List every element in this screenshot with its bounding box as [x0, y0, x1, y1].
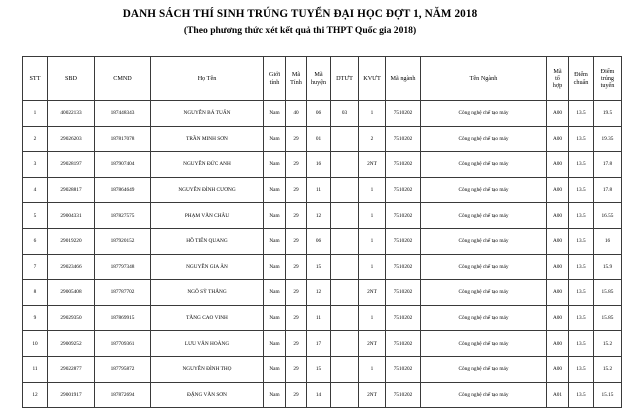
- cell-matinh: 29: [286, 177, 307, 203]
- cell-stt: 9: [23, 305, 48, 331]
- cell-tennganh: Công nghệ chế tạo máy: [421, 356, 547, 382]
- cell-cmnd: 187709361: [95, 331, 151, 357]
- cell-manganh: 7510202: [386, 152, 421, 178]
- cell-matohop: A00: [547, 305, 569, 331]
- column-header-matinh-line1: Mã: [291, 71, 301, 79]
- cell-kvut: 1: [359, 356, 386, 382]
- cell-diemtrungtuyen: 16: [594, 228, 622, 254]
- cell-hoten: NGÔ SỸ THẮNG: [151, 280, 264, 306]
- cell-cmnd: 187817078: [95, 126, 151, 152]
- cell-diemchuan: 13.5: [569, 228, 594, 254]
- cell-matohop: A00: [547, 331, 569, 357]
- column-header-hoten: Họ Tên: [151, 57, 264, 101]
- cell-cmnd: 187864649: [95, 177, 151, 203]
- cell-diemchuan: 13.5: [569, 280, 594, 306]
- cell-matinh: 29: [286, 331, 307, 357]
- cell-matinh: 29: [286, 203, 307, 229]
- cell-gioitinh: Nam: [264, 382, 286, 408]
- cell-manganh: 7510202: [386, 356, 421, 382]
- cell-gioitinh: Nam: [264, 254, 286, 280]
- cell-stt: 6: [23, 228, 48, 254]
- column-header-cmnd: CMND: [95, 57, 151, 101]
- cell-tennganh: Công nghệ chế tạo máy: [421, 177, 547, 203]
- column-header-gioitinh: [264, 57, 286, 101]
- column-header-gioitinh-line1: Giới: [268, 71, 281, 79]
- cell-mahuyen: 06: [307, 228, 331, 254]
- cell-gioitinh: Nam: [264, 101, 286, 127]
- cell-gioitinh: Nam: [264, 126, 286, 152]
- admission-table: [22, 56, 622, 408]
- cell-mahuyen: 14: [307, 382, 331, 408]
- table-row: [23, 280, 622, 306]
- cell-manganh: 7510202: [386, 228, 421, 254]
- cell-diemtrungtuyen: 15.85: [594, 280, 622, 306]
- cell-diemtrungtuyen: 19.5: [594, 101, 622, 127]
- cell-tennganh: Công nghệ chế tạo máy: [421, 228, 547, 254]
- cell-kvut: 2NT: [359, 331, 386, 357]
- cell-manganh: 7510202: [386, 331, 421, 357]
- cell-mahuyen: 06: [307, 101, 331, 127]
- cell-diemchuan: 13.5: [569, 177, 594, 203]
- cell-tennganh: Công nghệ chế tạo máy: [421, 331, 547, 357]
- column-header-diemchuan: [569, 57, 594, 101]
- cell-mahuyen: 15: [307, 254, 331, 280]
- cell-cmnd: 187448343: [95, 101, 151, 127]
- cell-manganh: 7510202: [386, 203, 421, 229]
- cell-tennganh: Công nghệ chế tạo máy: [421, 101, 547, 127]
- cell-hoten: TĂNG CAO VINH: [151, 305, 264, 331]
- cell-dtut: [331, 305, 359, 331]
- cell-diemchuan: 13.5: [569, 331, 594, 357]
- cell-hoten: ĐẶNG VĂN SƠN: [151, 382, 264, 408]
- cell-tennganh: Công nghệ chế tạo máy: [421, 305, 547, 331]
- table-header: [23, 57, 622, 101]
- column-header-diemtrungtuyen: [594, 57, 622, 101]
- cell-diemtrungtuyen: 15.2: [594, 331, 622, 357]
- column-header-tennganh: Tên Ngành: [421, 57, 547, 101]
- cell-diemchuan: 13.5: [569, 356, 594, 382]
- column-header-manganh: Mã ngành: [386, 57, 421, 101]
- cell-diemtrungtuyen: 19.35: [594, 126, 622, 152]
- column-header-matohop-line2: tổ: [555, 74, 560, 82]
- cell-tennganh: Công nghệ chế tạo máy: [421, 203, 547, 229]
- title-block: [0, 0, 600, 37]
- cell-tennganh: Công nghệ chế tạo máy: [421, 152, 547, 178]
- cell-kvut: 2NT: [359, 382, 386, 408]
- cell-stt: 12: [23, 382, 48, 408]
- cell-hoten: NGUYỄN BÁ TUẤN: [151, 101, 264, 127]
- cell-matohop: A00: [547, 203, 569, 229]
- cell-stt: 10: [23, 331, 48, 357]
- column-header-dtut: DTƯT: [331, 57, 359, 101]
- column-header-matohop-line1: Mã: [553, 67, 562, 75]
- cell-matohop: A00: [547, 280, 569, 306]
- cell-kvut: 2NT: [359, 152, 386, 178]
- table-row: [23, 101, 622, 127]
- cell-diemchuan: 13.5: [569, 101, 594, 127]
- table-row: [23, 331, 622, 357]
- cell-diemchuan: 13.5: [569, 203, 594, 229]
- cell-matinh: 29: [286, 305, 307, 331]
- cell-manganh: 7510202: [386, 254, 421, 280]
- cell-sbd: 40022133: [48, 101, 95, 127]
- cell-cmnd: 187920152: [95, 228, 151, 254]
- cell-matohop: A00: [547, 356, 569, 382]
- cell-matinh: 29: [286, 254, 307, 280]
- cell-cmnd: 187907404: [95, 152, 151, 178]
- cell-manganh: 7510202: [386, 101, 421, 127]
- cell-kvut: 1: [359, 177, 386, 203]
- cell-cmnd: 187795872: [95, 356, 151, 382]
- table-row: [23, 228, 622, 254]
- cell-dtut: [331, 254, 359, 280]
- cell-diemchuan: 13.5: [569, 254, 594, 280]
- cell-stt: 3: [23, 152, 48, 178]
- cell-dtut: [331, 152, 359, 178]
- cell-tennganh: Công nghệ chế tạo máy: [421, 382, 547, 408]
- cell-mahuyen: 12: [307, 280, 331, 306]
- cell-manganh: 7510202: [386, 305, 421, 331]
- cell-matohop: A00: [547, 177, 569, 203]
- cell-tennganh: Công nghệ chế tạo máy: [421, 126, 547, 152]
- table-header-row: [23, 57, 622, 101]
- column-header-kvut: KVƯT: [359, 57, 386, 101]
- table-row: [23, 254, 622, 280]
- cell-diemchuan: 13.5: [569, 152, 594, 178]
- cell-manganh: 7510202: [386, 126, 421, 152]
- cell-kvut: 1: [359, 254, 386, 280]
- cell-stt: 7: [23, 254, 48, 280]
- cell-cmnd: 187827575: [95, 203, 151, 229]
- cell-dtut: 03: [331, 101, 359, 127]
- column-header-matinh: [286, 57, 307, 101]
- cell-gioitinh: Nam: [264, 305, 286, 331]
- cell-matinh: 29: [286, 280, 307, 306]
- cell-stt: 5: [23, 203, 48, 229]
- cell-sbd: 29026203: [48, 126, 95, 152]
- cell-dtut: [331, 331, 359, 357]
- cell-dtut: [331, 177, 359, 203]
- cell-cmnd: 187797348: [95, 254, 151, 280]
- cell-diemchuan: 13.5: [569, 382, 594, 408]
- cell-sbd: 29022877: [48, 356, 95, 382]
- page-subtitle: (Theo phương thức xét kết quả thi THPT Quốc gia 2018): [183, 25, 417, 36]
- cell-stt: 1: [23, 101, 48, 127]
- cell-stt: 2: [23, 126, 48, 152]
- column-header-diemchuan-line2: chuẩn: [573, 78, 589, 86]
- column-header-mahuyen: [307, 57, 331, 101]
- cell-diemtrungtuyen: 15.9: [594, 254, 622, 280]
- cell-mahuyen: 17: [307, 331, 331, 357]
- cell-sbd: 29028197: [48, 152, 95, 178]
- column-header-gioitinh-line2: tính: [269, 78, 280, 86]
- table-row: [23, 177, 622, 203]
- cell-diemtrungtuyen: 15.2: [594, 356, 622, 382]
- cell-cmnd: 187787702: [95, 280, 151, 306]
- cell-kvut: 2: [359, 126, 386, 152]
- cell-matohop: A00: [547, 126, 569, 152]
- cell-matinh: 40: [286, 101, 307, 127]
- cell-diemtrungtuyen: 15.85: [594, 305, 622, 331]
- cell-diemtrungtuyen: 15.15: [594, 382, 622, 408]
- table-row: [23, 356, 622, 382]
- cell-hoten: TRẦN MINH SƠN: [151, 126, 264, 152]
- cell-sbd: 29004331: [48, 203, 95, 229]
- cell-diemtrungtuyen: 17.8: [594, 177, 622, 203]
- cell-kvut: 2NT: [359, 280, 386, 306]
- cell-gioitinh: Nam: [264, 203, 286, 229]
- cell-gioitinh: Nam: [264, 356, 286, 382]
- table-row: [23, 305, 622, 331]
- cell-manganh: 7510202: [386, 382, 421, 408]
- cell-tennganh: Công nghệ chế tạo máy: [421, 254, 547, 280]
- cell-hoten: PHẠM VĂN CHÂU: [151, 203, 264, 229]
- cell-dtut: [331, 126, 359, 152]
- cell-matinh: 29: [286, 152, 307, 178]
- cell-dtut: [331, 228, 359, 254]
- cell-manganh: 7510202: [386, 177, 421, 203]
- cell-diemchuan: 13.5: [569, 126, 594, 152]
- cell-dtut: [331, 203, 359, 229]
- cell-kvut: 1: [359, 101, 386, 127]
- cell-sbd: 29023466: [48, 254, 95, 280]
- cell-diemtrungtuyen: 16.55: [594, 203, 622, 229]
- cell-kvut: 1: [359, 228, 386, 254]
- column-header-matohop-line3: hợp: [552, 82, 563, 90]
- cell-cmnd: 187869915: [95, 305, 151, 331]
- cell-dtut: [331, 382, 359, 408]
- column-header-matinh-line2: Tỉnh: [290, 78, 302, 86]
- cell-sbd: 29028817: [48, 177, 95, 203]
- cell-matohop: A00: [547, 152, 569, 178]
- cell-gioitinh: Nam: [264, 177, 286, 203]
- cell-sbd: 29019220: [48, 228, 95, 254]
- cell-stt: 8: [23, 280, 48, 306]
- cell-matinh: 29: [286, 228, 307, 254]
- cell-hoten: HỒ TIẾN QUANG: [151, 228, 264, 254]
- cell-diemchuan: 13.5: [569, 305, 594, 331]
- cell-sbd: 29029350: [48, 305, 95, 331]
- cell-hoten: NGUYỄN ĐÌNH THỌ: [151, 356, 264, 382]
- cell-cmnd: 187872694: [95, 382, 151, 408]
- page-title: DANH SÁCH THÍ SINH TRÚNG TUYỂN ĐẠI HỌC ĐỢT 1, NĂM 2018: [122, 8, 478, 20]
- cell-mahuyen: 16: [307, 152, 331, 178]
- table-row: [23, 126, 622, 152]
- cell-gioitinh: Nam: [264, 280, 286, 306]
- cell-gioitinh: Nam: [264, 331, 286, 357]
- column-header-matohop: [547, 57, 569, 101]
- column-header-stt: STT: [23, 57, 48, 101]
- cell-gioitinh: Nam: [264, 228, 286, 254]
- table-row: [23, 203, 622, 229]
- table-row: [23, 152, 622, 178]
- cell-dtut: [331, 280, 359, 306]
- column-header-mahuyen-line1: Mã: [314, 71, 323, 79]
- cell-matinh: 29: [286, 382, 307, 408]
- cell-stt: 4: [23, 177, 48, 203]
- admission-table-container: [22, 56, 615, 408]
- cell-dtut: [331, 356, 359, 382]
- cell-hoten: NGUYỄN ĐÌNH CƯƠNG: [151, 177, 264, 203]
- cell-hoten: LƯU VĂN HOÀNG: [151, 331, 264, 357]
- column-header-diemtrungtuyen-line3: tuyển: [600, 82, 615, 90]
- cell-kvut: 1: [359, 203, 386, 229]
- cell-manganh: 7510202: [386, 280, 421, 306]
- cell-sbd: 29001917: [48, 382, 95, 408]
- column-header-mahuyen-line2: huyện: [310, 78, 327, 86]
- cell-matohop: A00: [547, 254, 569, 280]
- cell-mahuyen: 11: [307, 177, 331, 203]
- cell-matinh: 29: [286, 126, 307, 152]
- cell-stt: 11: [23, 356, 48, 382]
- table-row: [23, 382, 622, 408]
- cell-matinh: 29: [286, 356, 307, 382]
- cell-kvut: 1: [359, 305, 386, 331]
- cell-diemtrungtuyen: 17.8: [594, 152, 622, 178]
- cell-mahuyen: 01: [307, 126, 331, 152]
- table-body: [23, 101, 622, 408]
- column-header-diemchuan-line1: Điểm: [574, 71, 588, 79]
- column-header-diemtrungtuyen-line1: Điểm: [600, 67, 615, 75]
- cell-mahuyen: 12: [307, 203, 331, 229]
- cell-matohop: A00: [547, 228, 569, 254]
- cell-mahuyen: 11: [307, 305, 331, 331]
- cell-sbd: 29005408: [48, 280, 95, 306]
- cell-gioitinh: Nam: [264, 152, 286, 178]
- cell-matohop: A01: [547, 382, 569, 408]
- cell-hoten: NGUYỄN ĐỨC ANH: [151, 152, 264, 178]
- cell-tennganh: Công nghệ chế tạo máy: [421, 280, 547, 306]
- cell-mahuyen: 15: [307, 356, 331, 382]
- cell-matohop: A00: [547, 101, 569, 127]
- column-header-diemtrungtuyen-line2: trúng: [600, 74, 615, 82]
- cell-sbd: 29009252: [48, 331, 95, 357]
- cell-hoten: NGUYỄN GIA ÂN: [151, 254, 264, 280]
- column-header-sbd: SBD: [48, 57, 95, 101]
